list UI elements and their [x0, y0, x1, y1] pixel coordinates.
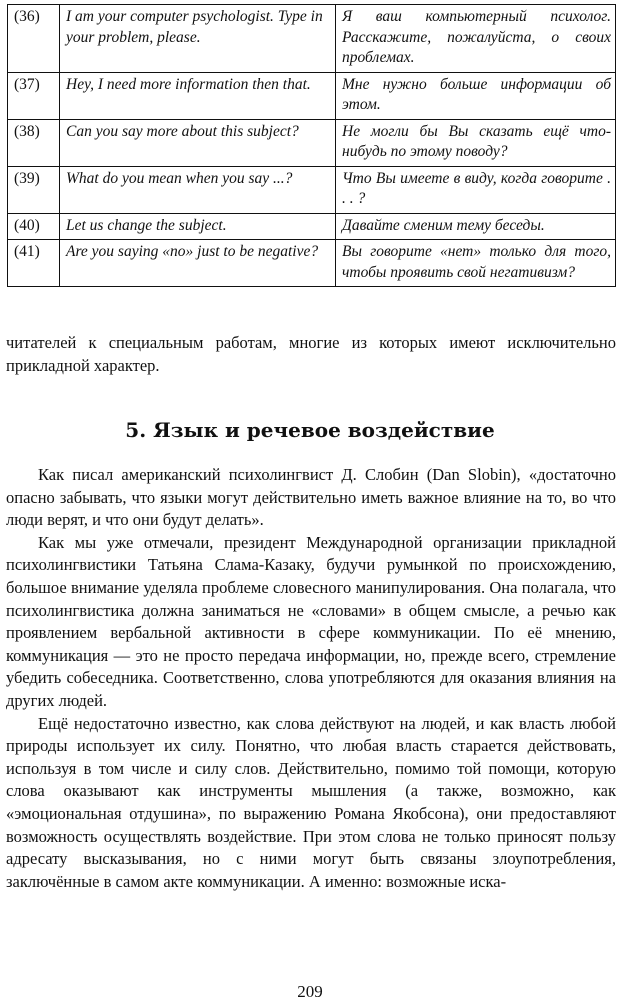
- russian-translation: Вы говорите «нет» только для того, чтобы проявить свой негативизм?: [336, 240, 616, 287]
- russian-translation: Мне нужно больше информации об этом.: [336, 72, 616, 119]
- english-phrase: Can you say more about this subject?: [60, 119, 336, 166]
- page-number: 209: [297, 982, 323, 1001]
- english-phrase: Let us change the subject.: [60, 213, 336, 240]
- russian-translation: Я ваш компьютерный психолог. Расскажите, пожалуйста, о своих проблемах.: [336, 5, 616, 73]
- row-number: (40): [8, 213, 60, 240]
- row-number: (39): [8, 166, 60, 213]
- table-row: [8, 72, 616, 119]
- row-number: (38): [8, 119, 60, 166]
- continuation-paragraph: читателей к специальным работам, многие из которых имеют исключительно прикладной характер.: [6, 333, 616, 375]
- row-number: (37): [8, 72, 60, 119]
- paragraph: Как мы уже отмечали, президент Международной организации прикладной психолингвистики Татьяна Слама-Казаку, будучи румынкой по происхождению, большое внимание уделяла проблеме словесного манипулирования. Она полагала, что психолингвистика должна заниматься не «словами» в общем смысле, а речью как проявлением вербальной активности в сфере коммуникации. По её мнению, коммуникация — это не просто передача информации, но, прежде всего, стремление убедить собеседника. Соответственно, слова употребляются для оказания влияния на других людей.: [6, 532, 616, 710]
- table-row: [8, 240, 616, 287]
- english-phrase: Are you saying «no» just to be negative?: [60, 240, 336, 287]
- table-row: [8, 5, 616, 73]
- continuation-text-block: [6, 332, 616, 377]
- russian-translation: Не могли бы Вы сказать ещё что-нибудь по этому поводу?: [336, 119, 616, 166]
- paragraph: Как писал американский психолингвист Д. Слобин (Dan Slobin), «достаточно опасно забывать, что языки могут действительно иметь важное влияние на то, во что люди верят, и что они будут делать».: [6, 465, 616, 530]
- russian-translation: Давайте сменим тему беседы.: [336, 213, 616, 240]
- russian-translation: Что Вы имеете в виду, когда говорите . . . ?: [336, 166, 616, 213]
- table-row: [8, 119, 616, 166]
- row-number: (36): [8, 5, 60, 73]
- dialogue-table: [7, 4, 616, 287]
- table-row: [8, 166, 616, 213]
- english-phrase: What do you mean when you say ...?: [60, 166, 336, 213]
- table-row: [8, 213, 616, 240]
- body-text-block: [6, 464, 616, 893]
- english-phrase: I am your computer psychologist. Type in your problem, please.: [60, 5, 336, 73]
- row-number: (41): [8, 240, 60, 287]
- section-heading: 5. Язык и речевое воздействие: [125, 418, 495, 442]
- paragraph: Ещё недостаточно известно, как слова действуют на людей, и как власть любой природы использует их силу. Понятно, что любая власть старается действовать, используя в том числе и силу слов. Действительно, помимо той помощи, которую слова оказывают как инструменты мышления (а также, возможно, как «эмоциональная отдушина», по выражению Романа Якобсона), они предоставляют возможность осуществлять воздействие. При этом слова не только приносят пользу адресату высказывания, но с ними могут быть связаны злоупотребления, заключённые в самом акте коммуникации. А именно: возможные иска-: [6, 713, 616, 891]
- english-phrase: Hey, I need more information then that.: [60, 72, 336, 119]
